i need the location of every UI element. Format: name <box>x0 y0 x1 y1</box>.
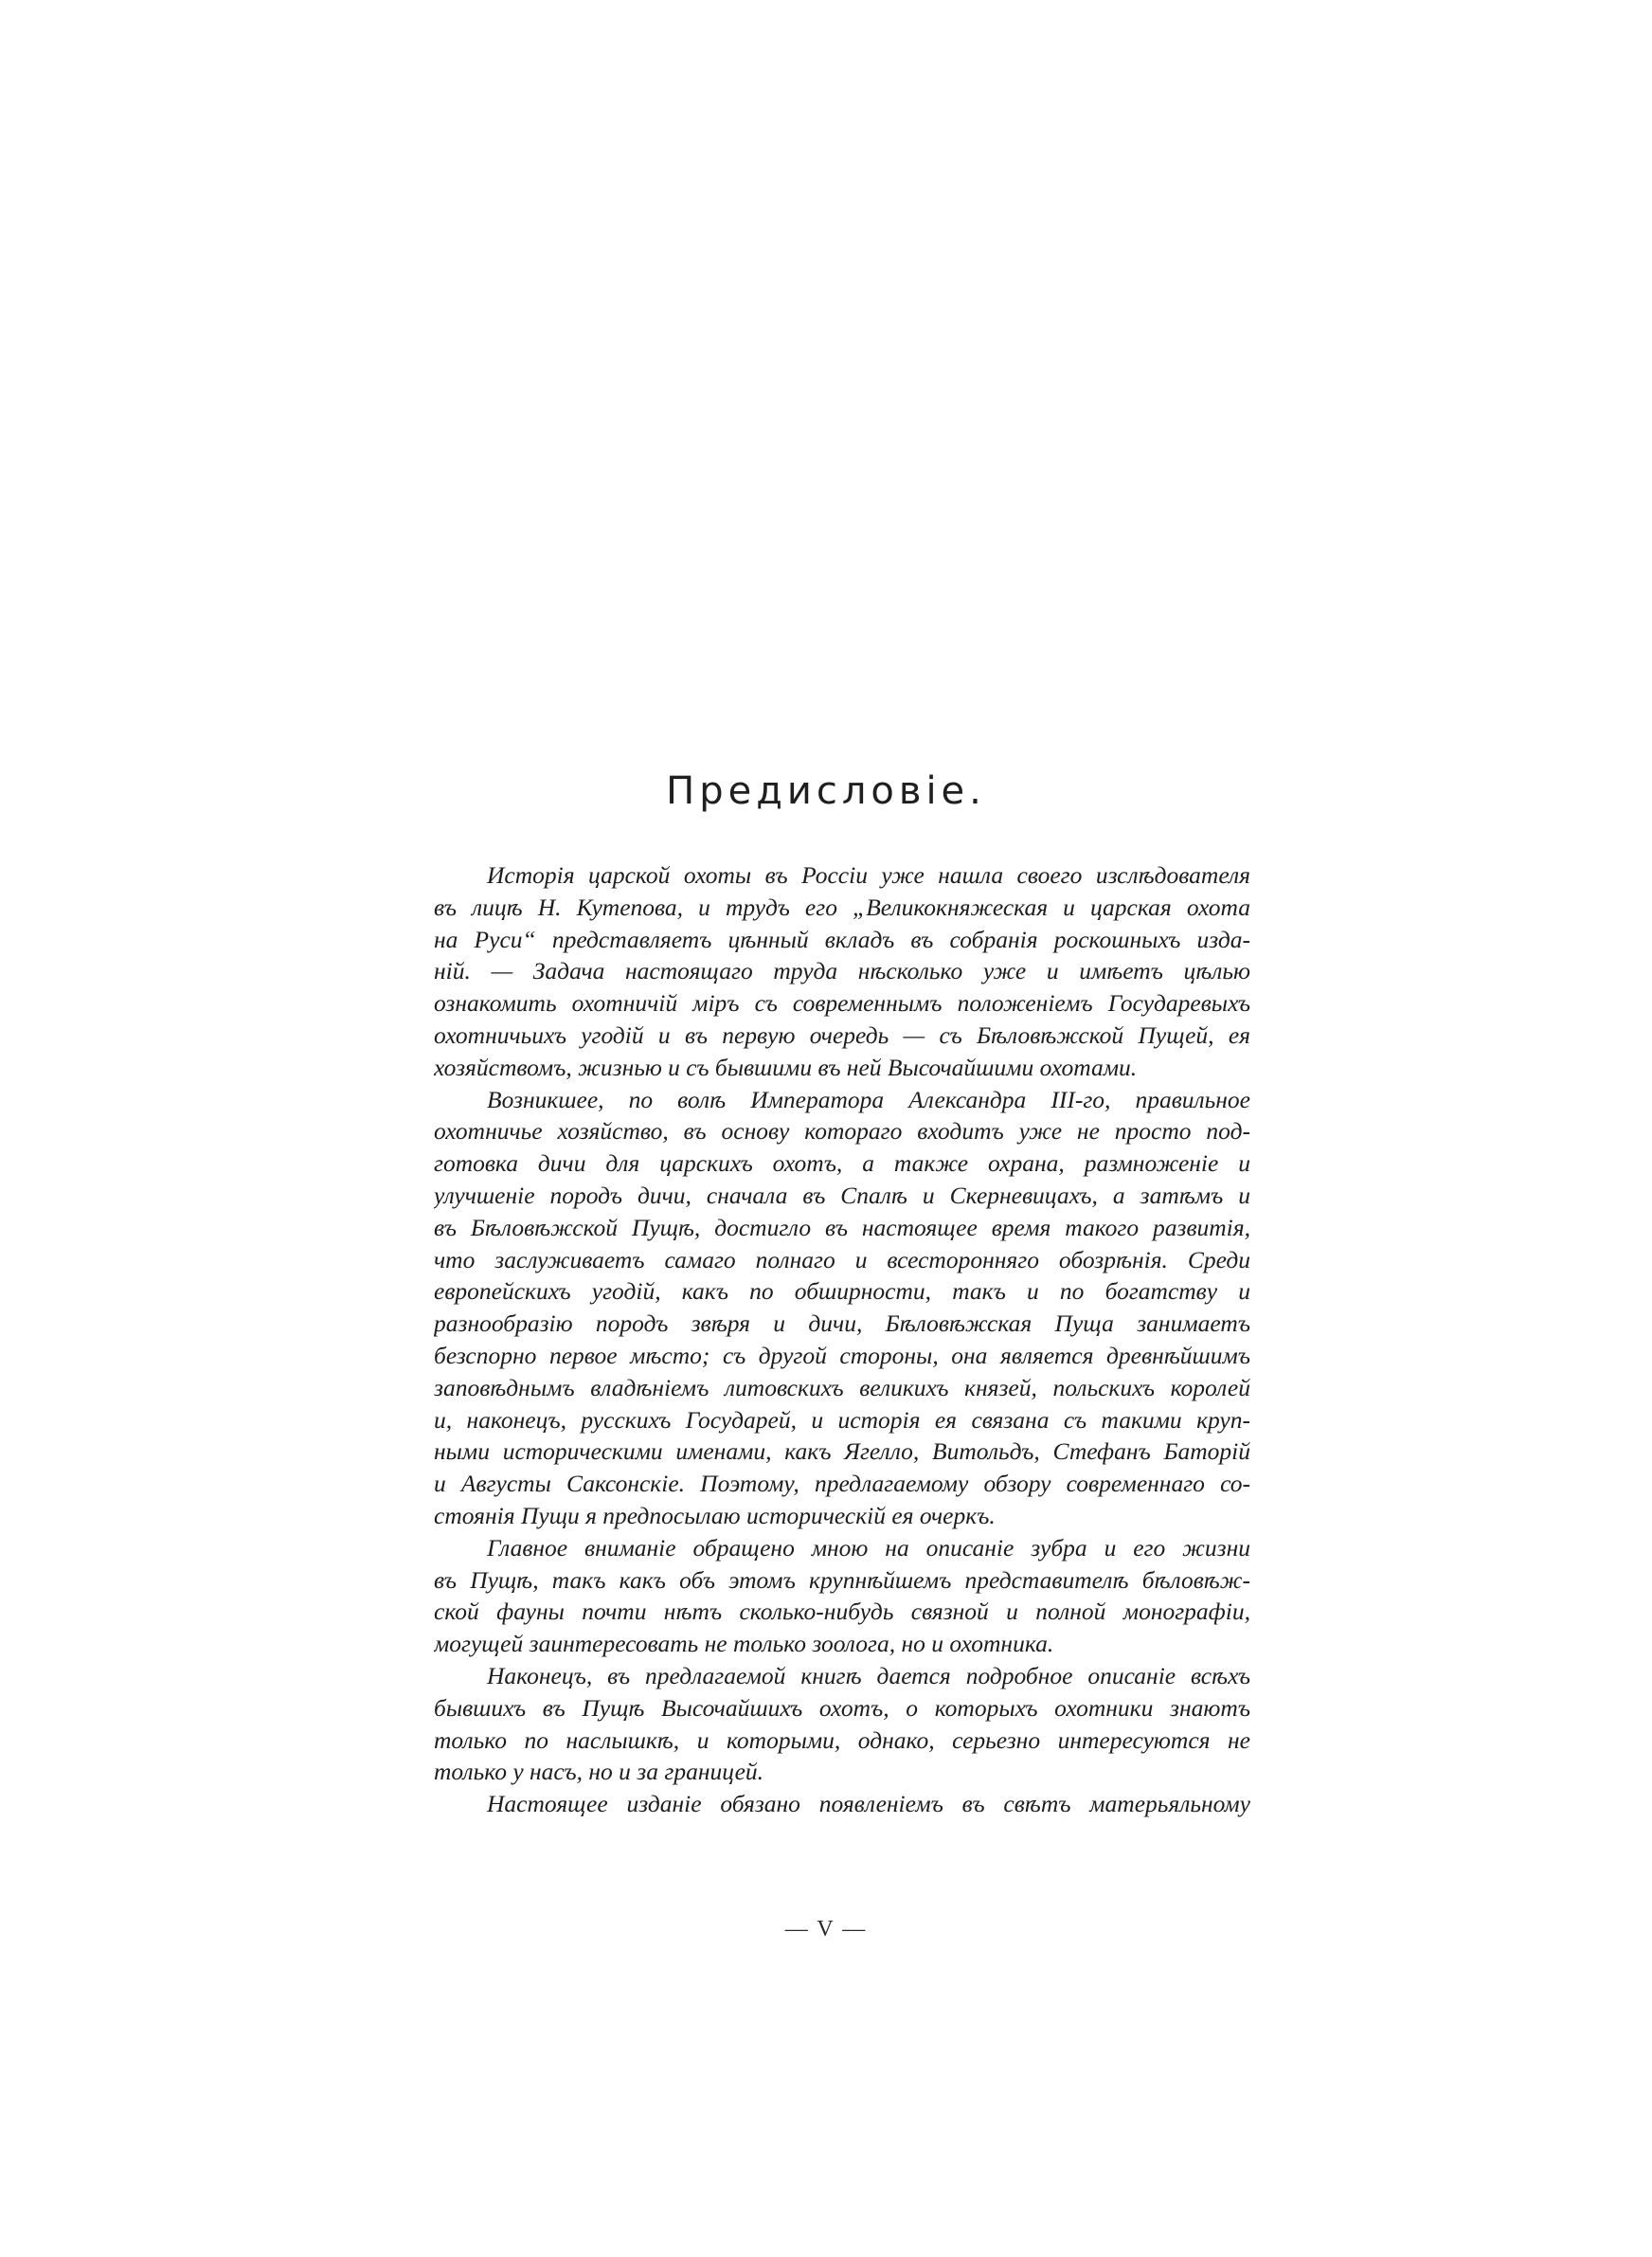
text-line: ознакомить охотничій міръ съ современнымъ положеніемъ Государевыхъ <box>434 989 1250 1018</box>
text-line: хозяйствомъ, жизнью и съ бывшими въ ней Высочайшими охотами. <box>434 1053 1138 1081</box>
paragraph <box>434 1660 1250 1788</box>
text-line: охотничьихъ угодій и въ первую очередь — съ Бѣловѣжской Пущей, ея <box>434 1020 1250 1049</box>
text-line: только у насъ, но и за границей. <box>434 1758 764 1786</box>
text-line: ской фауны почти нѣтъ сколько-нибудь связной и полной монографіи, <box>434 1598 1250 1626</box>
text-line: охотничье хозяйство, въ основу котораго входитъ уже не просто под- <box>434 1117 1250 1146</box>
preface-body <box>434 859 1250 1820</box>
text-line: ній. — Задача настоящаго труда нѣсколько уже и имѣетъ цѣлью <box>434 957 1250 985</box>
text-line: что заслуживаетъ самаго полнаго и всесторонняго обозрѣнія. Среди <box>434 1245 1250 1273</box>
page-title: Предисловіе. <box>666 769 986 813</box>
paragraph <box>434 1788 1250 1820</box>
text-line: Исторія царской охоты въ Россіи уже нашла своего изслѣдователя <box>487 861 1250 889</box>
text-line: Наконецъ, въ предлагаемой книгѣ дается подробное описаніе всѣхъ <box>487 1661 1250 1689</box>
text-line: Настоящее изданіе обязано появленіемъ въ свѣтъ матерьяльному <box>487 1790 1250 1818</box>
text-line: стоянія Пущи я предпосылаю историческій ея очеркъ. <box>434 1501 996 1529</box>
text-line: ными историческими именами, какъ Ягелло, Витольдъ, Стефанъ Баторій <box>434 1437 1250 1466</box>
text-line: въ лицѣ Н. Кутепова, и трудъ его „Великокняжеская и царская охота <box>434 893 1250 921</box>
text-line: только по наслышкѣ, и которыми, однако, серьезно интересуются не <box>434 1725 1250 1754</box>
text-line: улучшеніе породъ дичи, сначала въ Спалѣ и Скерневицахъ, а затѣмъ и <box>434 1181 1250 1209</box>
text-line: европейскихъ угодій, какъ по обширности, такъ и по богатству и <box>434 1277 1250 1306</box>
text-line: готовка дичи для царскихъ охотъ, а также охрана, размноженіе и <box>434 1149 1250 1178</box>
text-line: въ Пущѣ, такъ какъ объ этомъ крупнѣйшемъ представителѣ бѣловѣж- <box>434 1565 1250 1594</box>
text-line: въ Бѣловѣжской Пущѣ, достигло въ настоящее время такого развитія, <box>434 1213 1250 1241</box>
paragraph <box>434 1532 1250 1660</box>
text-line: и, наконецъ, русскихъ Государей, и исторія ея связана съ такими круп- <box>434 1405 1250 1434</box>
paragraph <box>434 859 1250 1084</box>
page-number: — V — <box>784 1917 868 1941</box>
text-line: на Руси“ представляетъ цѣнный вкладъ въ собранія роскошныхъ изда- <box>434 925 1250 953</box>
text-line: Возникшее, по волѣ Императора Александра III-го, правильное <box>487 1085 1250 1113</box>
text-line: Главное вниманіе обращено мною на описаніе зубра и его жизни <box>487 1533 1250 1562</box>
paragraph <box>434 1084 1250 1532</box>
text-line: бывшихъ въ Пущѣ Высочайшихъ охотъ, о которыхъ охотники знаютъ <box>434 1693 1250 1722</box>
text-line: безспорно первое мѣсто; съ другой стороны, она является древнѣйшимъ <box>434 1341 1250 1369</box>
text-line: разнообразію породъ звѣря и дичи, Бѣловѣжская Пуща занимаетъ <box>434 1309 1250 1338</box>
text-line: могущей заинтересовать не только зоолога, но и охотника. <box>434 1630 1054 1658</box>
text-line: и Августы Саксонскіе. Поэтому, предлагаемому обзору современнаго со- <box>434 1470 1250 1498</box>
text-line: заповѣднымъ владѣніемъ литовскихъ великихъ князей, польскихъ королей <box>434 1373 1250 1401</box>
